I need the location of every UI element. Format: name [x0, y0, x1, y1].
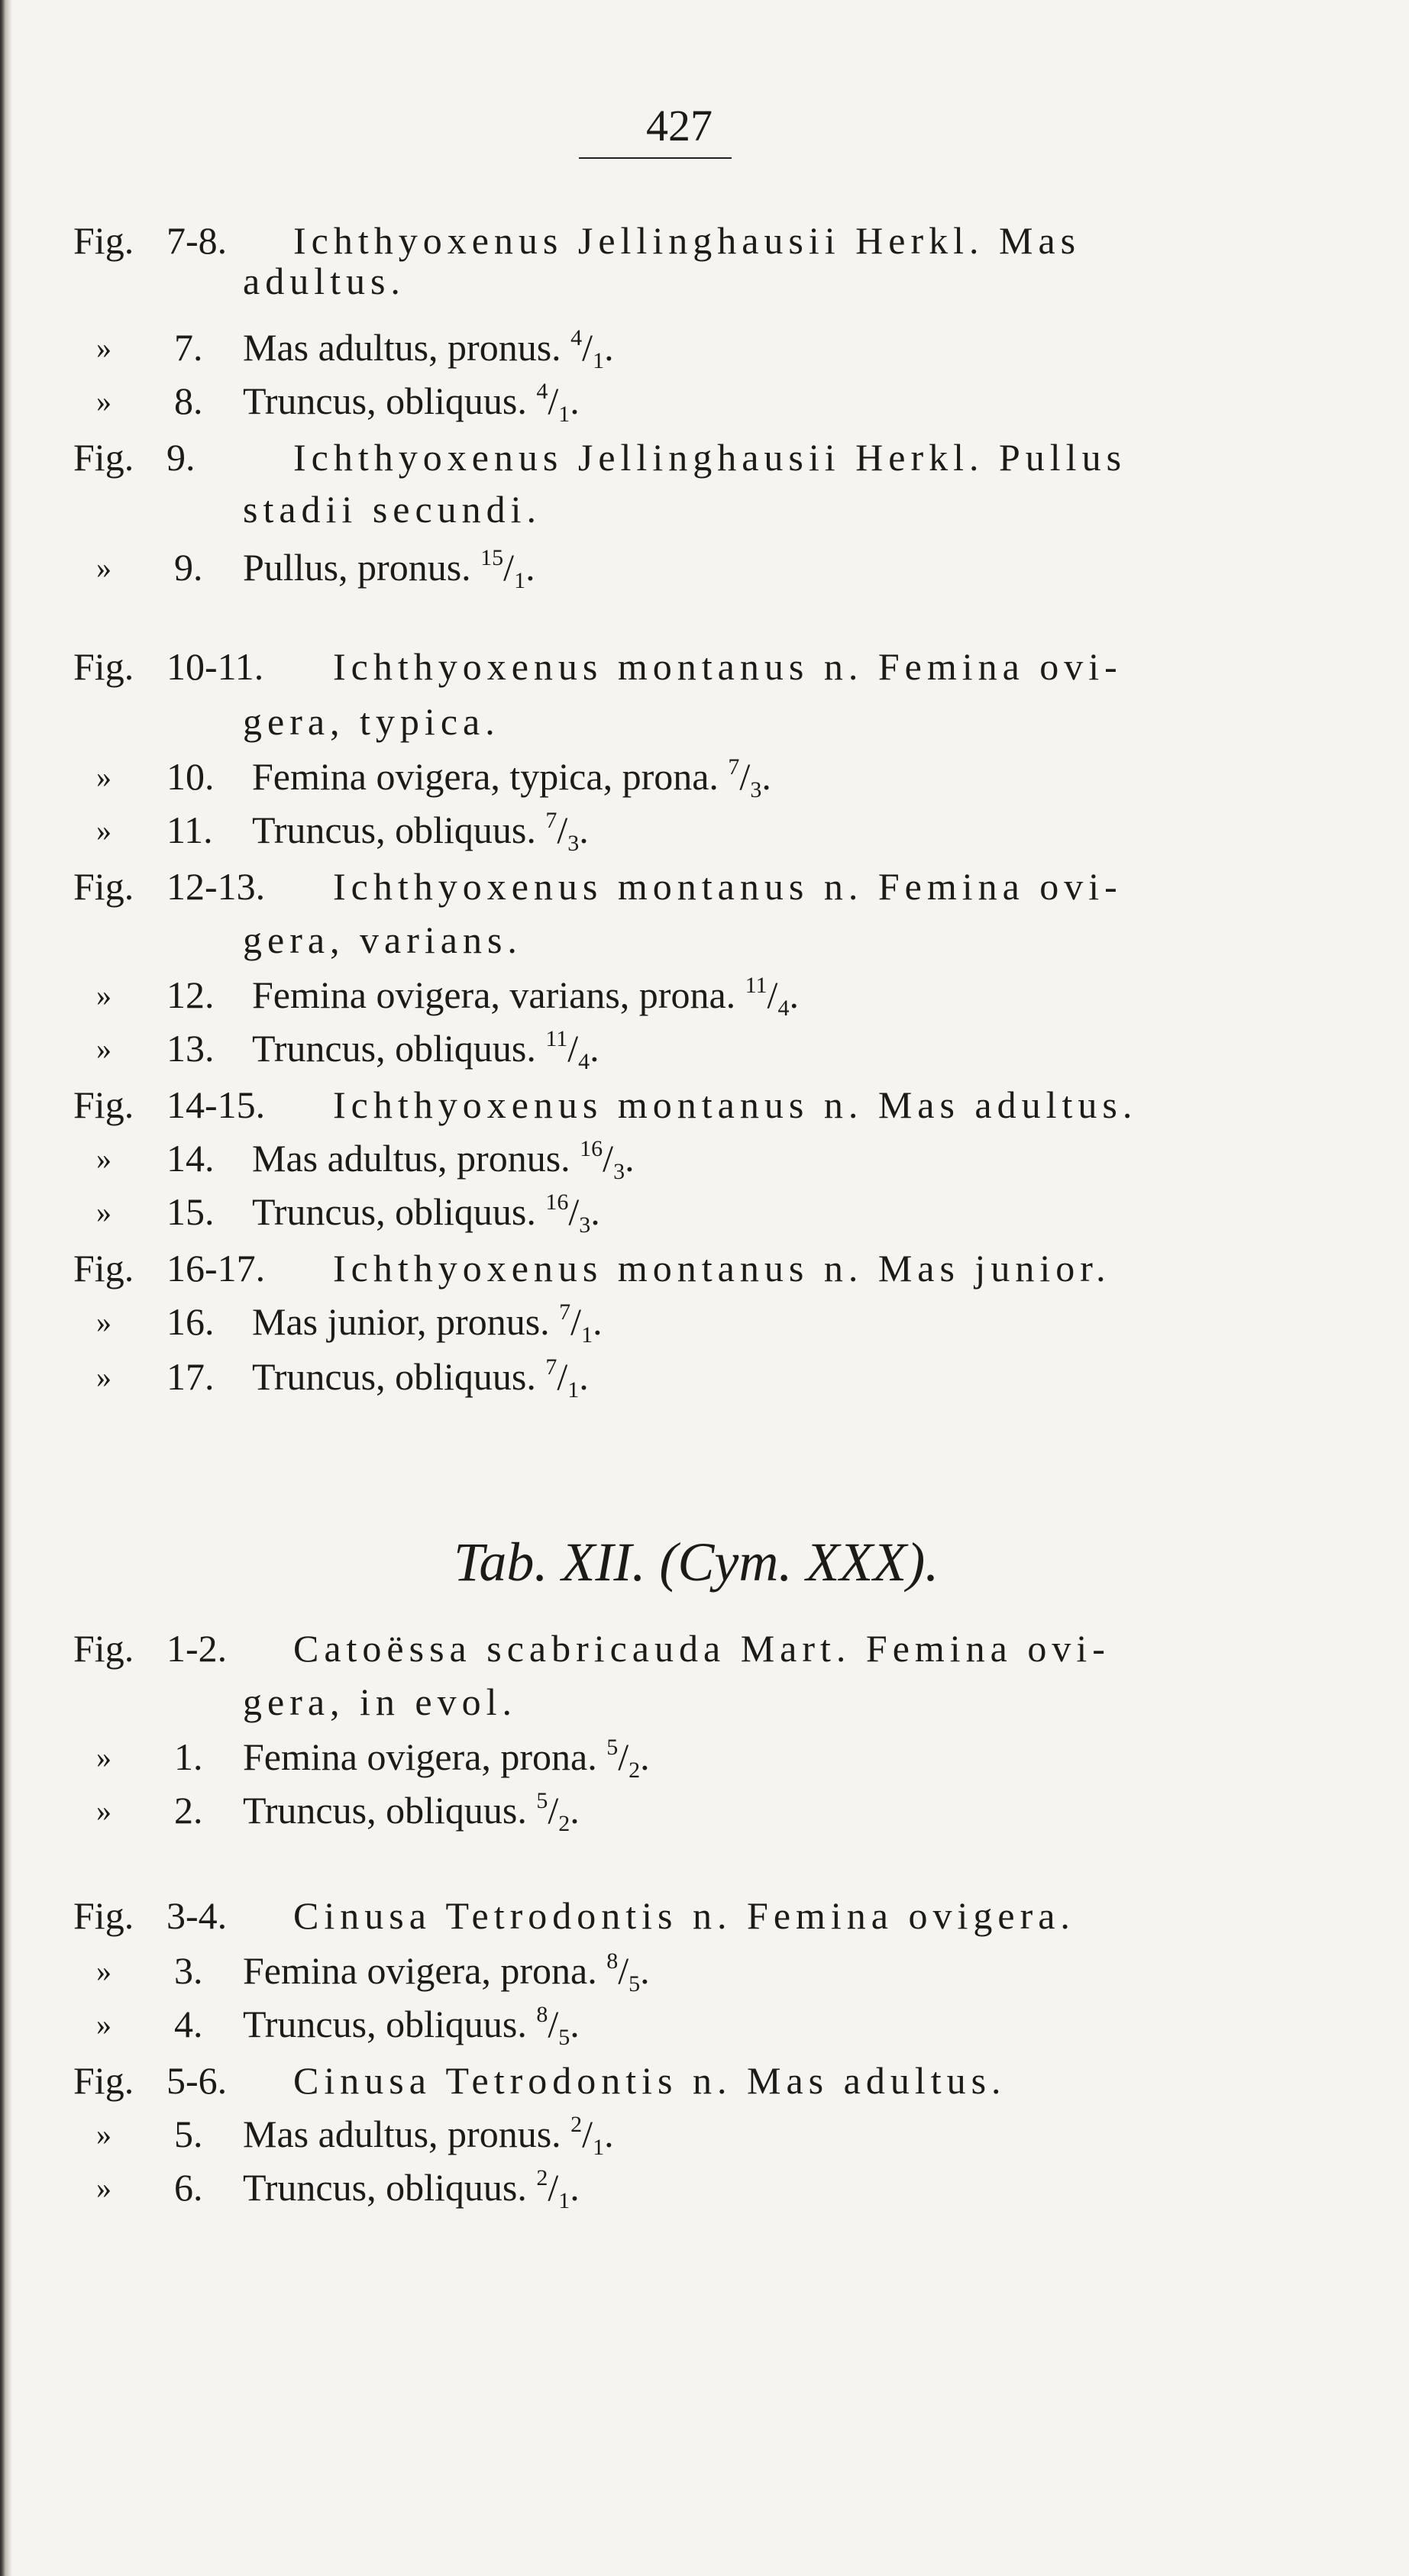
figure-number: 16-17.: [166, 1247, 266, 1290]
ditto-mark: »: [96, 550, 111, 585]
subfigure-description: Mas adultus, pronus. $^{16}/_3$.: [252, 1136, 635, 1184]
subfigure-description: Truncus, obliquus. $^4/_1$.: [243, 379, 580, 427]
figure-caption: Ichthyoxenus Jellinghausii Herkl. Pullus: [293, 436, 1127, 479]
figure-caption: Cinusa Tetrodontis n. Femina ovigera.: [293, 1894, 1075, 1937]
figure-caption-continued: gera, varians.: [243, 918, 522, 961]
subfigure-text: Pullus, pronus.: [243, 546, 471, 589]
magnification-denominator: 3: [579, 1212, 591, 1238]
figure-label: Fig.: [73, 2059, 134, 2102]
page-number: 427: [646, 101, 713, 150]
subfigure-description: Truncus, obliquus. $^7/_1$.: [252, 1354, 589, 1403]
subfigure-description: Truncus, obliquus. $^{16}/_3$.: [252, 1190, 600, 1238]
subfigure-text: Truncus, obliquus.: [243, 2003, 527, 2045]
page-binding-edge: [0, 0, 12, 2576]
magnification-numerator: 11: [745, 973, 768, 998]
figure-caption: Ichthyoxenus Jellinghausii Herkl. Mas: [293, 219, 1081, 262]
ditto-mark: »: [96, 1141, 111, 1176]
subfigure-number: 16.: [166, 1300, 215, 1343]
figure-label: Fig.: [73, 436, 134, 479]
subfigure-description: Femina ovigera, prona. $^8/_5$.: [243, 1948, 650, 1997]
magnification-denominator: 4: [777, 996, 790, 1021]
subfigure-number: 17.: [166, 1355, 215, 1398]
ditto-mark: »: [96, 2171, 111, 2205]
figure-caption-continued: adultus.: [243, 260, 406, 302]
subfigure-description: Mas junior, pronus. $^7/_1$.: [252, 1299, 603, 1348]
subfigure-description: Truncus, obliquus. $^8/_5$.: [243, 2002, 580, 2050]
subfigure-number: 6.: [174, 2166, 203, 2209]
magnification-denominator: 5: [629, 1971, 641, 1997]
figure-caption: Ichthyoxenus montanus n. Femina ovi-: [333, 645, 1123, 688]
ditto-mark: »: [96, 1305, 111, 1339]
magnification-denominator: 5: [558, 2025, 570, 2050]
subfigure-number: 13.: [166, 1027, 215, 1070]
ditto-mark: »: [96, 1793, 111, 1828]
ditto-mark: »: [96, 813, 111, 847]
figure-caption-continued: gera, typica.: [243, 700, 500, 743]
subfigure-number: 10.: [166, 755, 215, 798]
subfigure-description: Mas adultus, pronus. $^4/_1$.: [243, 325, 614, 373]
subfigure-text: Mas adultus, pronus.: [243, 2113, 561, 2155]
subfigure-text: Truncus, obliquus.: [243, 2166, 527, 2209]
ditto-mark: »: [96, 2117, 111, 2152]
figure-number: 5-6.: [166, 2059, 228, 2102]
figure-number: 9.: [166, 436, 196, 479]
subfigure-text: Mas junior, pronus.: [252, 1300, 550, 1343]
section-heading: Tab. XII. (Cym. XXX).: [454, 1532, 939, 1593]
subfigure-text: Truncus, obliquus.: [243, 1789, 527, 1832]
subfigure-number: 4.: [174, 2003, 203, 2045]
figure-caption: Ichthyoxenus montanus n. Mas adultus.: [333, 1083, 1138, 1126]
magnification-numerator: 4: [536, 379, 548, 404]
figure-label: Fig.: [73, 1894, 134, 1937]
ditto-mark: »: [96, 2007, 111, 2042]
magnification-numerator: 11: [545, 1026, 568, 1051]
magnification-numerator: 5: [606, 1735, 619, 1760]
magnification-numerator: 2: [536, 2165, 548, 2190]
ditto-mark: »: [96, 760, 111, 794]
subfigure-number: 1.: [174, 1735, 203, 1778]
figure-caption: Ichthyoxenus montanus n. Femina ovi-: [333, 865, 1123, 908]
ditto-mark: »: [96, 978, 111, 1012]
ditto-mark: »: [96, 1195, 111, 1229]
magnification-denominator: 1: [567, 1377, 580, 1403]
subfigure-description: Femina ovigera, typica, prona. $^7/_3$.: [252, 754, 771, 802]
figure-number: 7-8.: [166, 219, 228, 262]
magnification-denominator: 2: [558, 1811, 570, 1836]
subfigure-text: Femina ovigera, prona.: [243, 1735, 597, 1778]
subfigure-text: Truncus, obliquus.: [252, 1190, 536, 1233]
subfigure-number: 14.: [166, 1137, 215, 1180]
magnification-numerator: 4: [570, 325, 583, 350]
subfigure-text: Truncus, obliquus.: [252, 1355, 536, 1398]
subfigure-text: Truncus, obliquus.: [252, 1027, 536, 1070]
ditto-mark: »: [96, 1360, 111, 1394]
subfigure-number: 3.: [174, 1949, 203, 1992]
subfigure-description: Mas adultus, pronus. $^2/_1$.: [243, 2112, 614, 2160]
ditto-mark: »: [96, 331, 111, 365]
subfigure-text: Mas adultus, pronus.: [243, 326, 561, 369]
subfigure-number: 8.: [174, 379, 203, 422]
subfigure-number: 15.: [166, 1190, 215, 1233]
page-number-rule: [579, 157, 732, 159]
magnification-numerator: 8: [536, 2002, 548, 2027]
subfigure-description: Truncus, obliquus. $^2/_1$.: [243, 2165, 580, 2213]
magnification-denominator: 1: [558, 2188, 570, 2213]
subfigure-text: Truncus, obliquus.: [252, 809, 536, 851]
figure-number: 14-15.: [166, 1083, 266, 1126]
magnification-numerator: 7: [559, 1299, 571, 1325]
magnification-denominator: 1: [558, 402, 570, 427]
ditto-mark: »: [96, 1740, 111, 1774]
subfigure-description: Truncus, obliquus. $^7/_3$.: [252, 808, 589, 856]
magnification-denominator: 2: [629, 1758, 641, 1783]
magnification-denominator: 1: [581, 1322, 593, 1348]
subfigure-description: Truncus, obliquus. $^{11}/_4$.: [252, 1026, 599, 1074]
ditto-mark: »: [96, 1954, 111, 1988]
figure-number: 12-13.: [166, 865, 266, 908]
magnification-numerator: 16: [580, 1136, 603, 1161]
magnification-denominator: 4: [578, 1049, 590, 1074]
subfigure-number: 9.: [174, 546, 203, 589]
magnification-denominator: 1: [514, 568, 526, 593]
figure-number: 10-11.: [166, 645, 264, 688]
subfigure-number: 2.: [174, 1789, 203, 1832]
subfigure-text: Truncus, obliquus.: [243, 379, 527, 422]
figure-caption-continued: gera, in evol.: [243, 1680, 518, 1723]
magnification-numerator: 7: [545, 808, 557, 833]
magnification-numerator: 7: [728, 754, 740, 780]
magnification-numerator: 2: [570, 2112, 583, 2137]
magnification-numerator: 15: [480, 545, 504, 570]
subfigure-description: Femina ovigera, prona. $^5/_2$.: [243, 1735, 650, 1783]
subfigure-description: Truncus, obliquus. $^5/_2$.: [243, 1788, 580, 1836]
figure-label: Fig.: [73, 1627, 134, 1670]
figure-label: Fig.: [73, 645, 134, 688]
magnification-denominator: 1: [593, 2135, 605, 2160]
figure-label: Fig.: [73, 219, 134, 262]
figure-label: Fig.: [73, 865, 134, 908]
subfigure-text: Femina ovigera, prona.: [243, 1949, 597, 1992]
magnification-numerator: 7: [545, 1354, 557, 1380]
ditto-mark: »: [96, 1031, 111, 1066]
figure-caption: Catoëssa scabricauda Mart. Femina ovi-: [293, 1627, 1110, 1670]
magnification-numerator: 8: [606, 1948, 619, 1974]
figure-caption: Ichthyoxenus montanus n. Mas junior.: [333, 1247, 1111, 1290]
figure-caption-continued: stadii secundi.: [243, 488, 542, 531]
subfigure-number: 12.: [166, 973, 215, 1016]
magnification-denominator: 3: [567, 831, 580, 856]
magnification-denominator: 3: [750, 777, 762, 802]
magnification-denominator: 1: [593, 348, 605, 373]
subfigure-text: Mas adultus, pronus.: [252, 1137, 570, 1180]
figure-number: 3-4.: [166, 1894, 228, 1937]
subfigure-description: Pullus, pronus. $^{15}/_1$.: [243, 545, 535, 593]
magnification-numerator: 16: [545, 1190, 569, 1215]
magnification-numerator: 5: [536, 1788, 548, 1813]
figure-caption: Cinusa Tetrodontis n. Mas adultus.: [293, 2059, 1007, 2102]
subfigure-text: Femina ovigera, typica, prona.: [252, 755, 719, 798]
magnification-denominator: 3: [613, 1159, 625, 1184]
subfigure-number: 7.: [174, 326, 203, 369]
subfigure-description: Femina ovigera, varians, prona. $^{11}/_4$.: [252, 973, 799, 1021]
figure-label: Fig.: [73, 1247, 134, 1290]
figure-label: Fig.: [73, 1083, 134, 1126]
subfigure-number: 11.: [166, 809, 213, 851]
subfigure-number: 5.: [174, 2113, 203, 2155]
subfigure-text: Femina ovigera, varians, prona.: [252, 973, 736, 1016]
figure-number: 1-2.: [166, 1627, 228, 1670]
ditto-mark: »: [96, 384, 111, 418]
